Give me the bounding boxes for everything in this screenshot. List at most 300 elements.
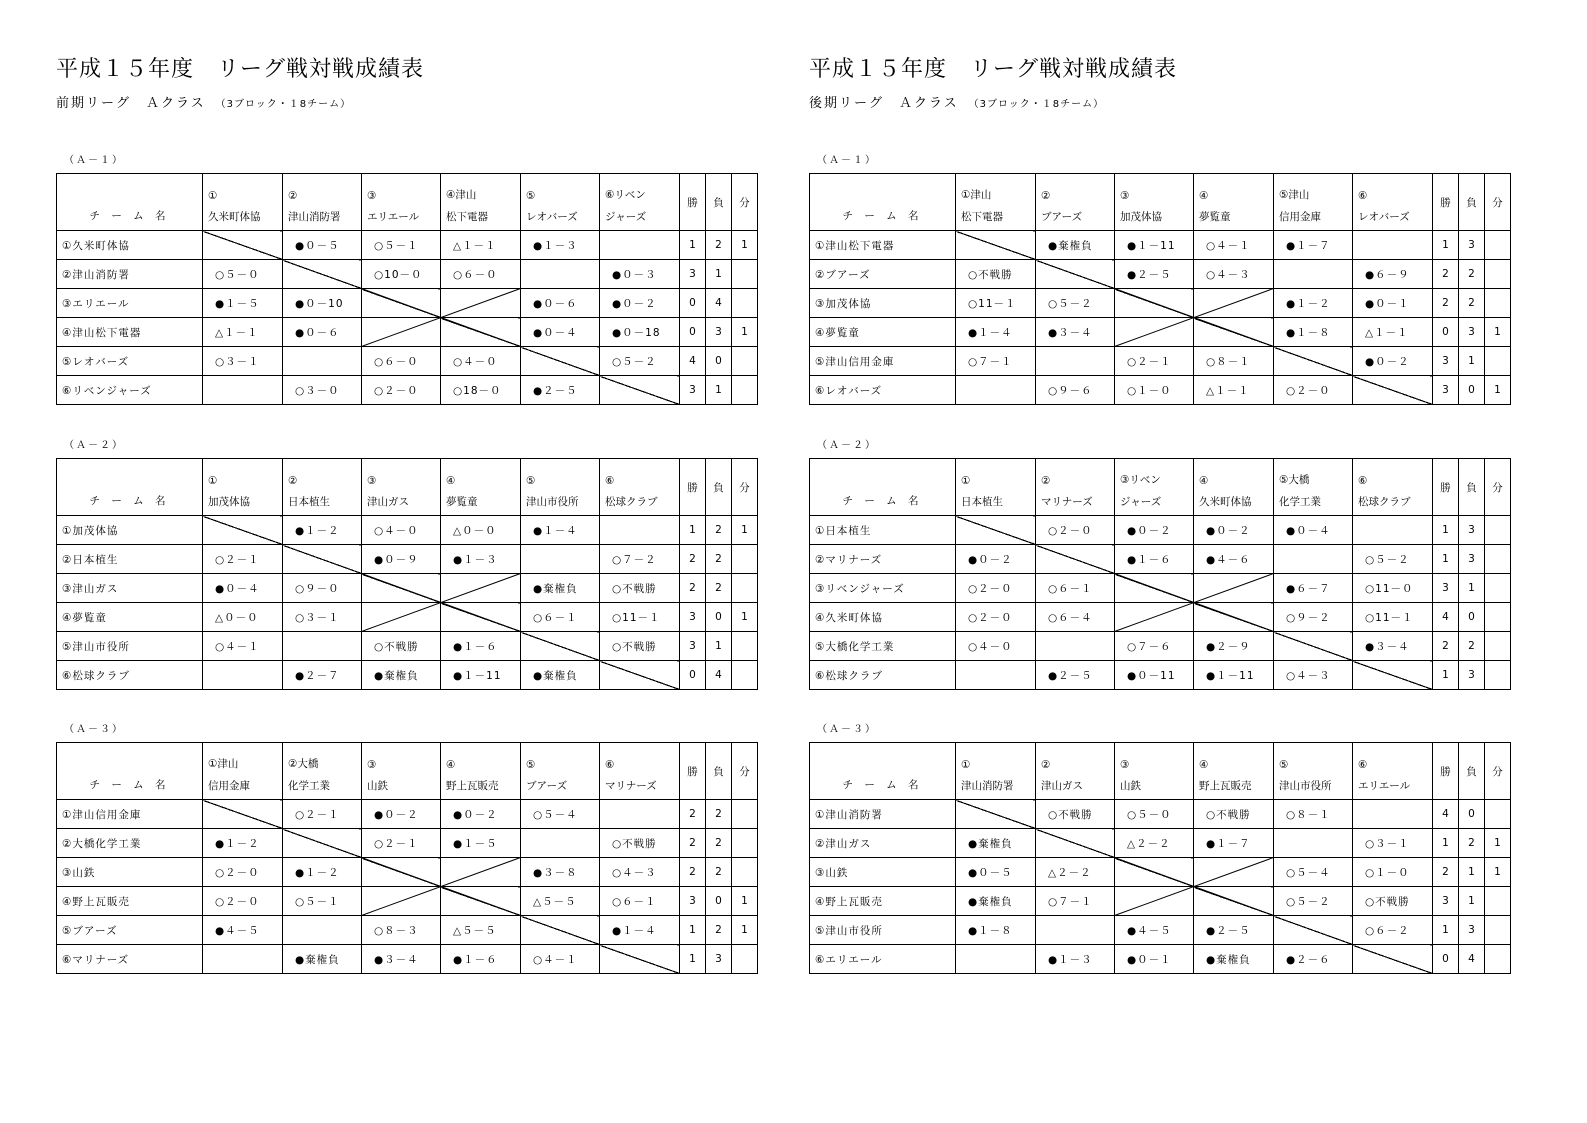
opponent-name: 津山市役所	[521, 487, 600, 516]
opponent-name: ブアーズ	[521, 771, 600, 800]
page-subtitle	[56, 92, 351, 111]
self-match-cell	[1036, 260, 1115, 289]
match-result: ○７－１	[1036, 887, 1115, 916]
losses-count: 1	[1459, 887, 1485, 916]
match-result	[600, 516, 680, 545]
match-result: ○２－１	[362, 829, 441, 858]
wins-count: 1	[680, 945, 706, 974]
losses-count: 2	[706, 231, 732, 260]
draws-header: 分	[732, 743, 758, 800]
draws-count	[732, 545, 758, 574]
wins-count: 1	[1433, 231, 1459, 260]
opponent-name: 加茂体協	[203, 487, 283, 516]
match-result: △０－０	[203, 603, 283, 632]
wins-count: 1	[1433, 829, 1459, 858]
opponent-name: 久米町体協	[203, 202, 283, 231]
losses-count: 2	[1459, 260, 1485, 289]
match-result: ○６－０	[441, 260, 521, 289]
team-name: ⑤津山市役所	[810, 916, 956, 945]
match-result: ○11－１	[600, 603, 680, 632]
wins-header: 勝	[680, 174, 706, 231]
match-result: ○３－１	[283, 603, 362, 632]
self-match-cell	[956, 516, 1036, 545]
wins-count: 1	[680, 516, 706, 545]
match-result: ○４－３	[1194, 260, 1274, 289]
wins-count: 3	[1433, 887, 1459, 916]
draws-count	[1485, 289, 1511, 318]
match-result: ○８－３	[362, 916, 441, 945]
self-match-cell	[441, 887, 521, 916]
match-result: ●３－４	[362, 945, 441, 974]
match-result	[203, 376, 283, 405]
match-result	[521, 260, 600, 289]
table-row	[810, 661, 1511, 690]
losses-header: 負	[706, 174, 732, 231]
draws-count	[1485, 545, 1511, 574]
match-result: ○18－０	[441, 376, 521, 405]
losses-count: 0	[1459, 376, 1485, 405]
match-result: ○不戦勝	[362, 632, 441, 661]
wins-count: 4	[1433, 603, 1459, 632]
league-block	[809, 440, 1511, 690]
losses-count: 2	[706, 800, 732, 829]
wins-header: 勝	[1433, 459, 1459, 516]
match-result: ●棄権負	[521, 574, 600, 603]
table-row	[810, 318, 1511, 347]
opponent-name: 日本植生	[956, 487, 1036, 516]
table-row	[57, 916, 758, 945]
self-match-cell	[203, 231, 283, 260]
match-result: ○７－１	[956, 347, 1036, 376]
opponent-number: ⑥	[1353, 459, 1433, 488]
opponent-name: エリエール	[362, 202, 441, 231]
draws-count	[732, 347, 758, 376]
opponent-name: 夢覧童	[1194, 202, 1274, 231]
match-result	[1194, 858, 1274, 887]
team-name: ⑤津山市役所	[57, 632, 203, 661]
opponent-name: レオバーズ	[521, 202, 600, 231]
league-block	[56, 155, 758, 405]
opponent-number: ②	[1036, 459, 1115, 488]
league-block	[809, 155, 1511, 405]
self-match-cell	[1353, 376, 1433, 405]
draws-count	[732, 632, 758, 661]
self-match-cell	[600, 945, 680, 974]
match-result: ●０－18	[600, 318, 680, 347]
opponent-number: ④	[441, 459, 521, 488]
opponent-number: ⑤津山	[1274, 174, 1353, 203]
draws-count: 1	[732, 916, 758, 945]
match-result: ○６－１	[1036, 574, 1115, 603]
table-row	[57, 858, 758, 887]
opponent-name: 松球クラブ	[1353, 487, 1433, 516]
match-result: ●１－３	[1036, 945, 1115, 974]
draws-count	[1485, 916, 1511, 945]
match-result: ●１－11	[441, 661, 521, 690]
opponent-number: ④	[441, 743, 521, 772]
draws-count	[732, 858, 758, 887]
team-name: ③エリエール	[57, 289, 203, 318]
wins-count: 3	[680, 603, 706, 632]
match-result: ●０－10	[283, 289, 362, 318]
match-result: ●０－11	[1115, 661, 1194, 690]
match-result: ●１－11	[1115, 231, 1194, 260]
draws-count	[732, 289, 758, 318]
match-result	[441, 858, 521, 887]
match-result: ○８－１	[1194, 347, 1274, 376]
losses-header: 負	[706, 459, 732, 516]
opponent-number: ①津山	[203, 743, 283, 772]
match-result	[956, 945, 1036, 974]
match-result: ○不戦勝	[1194, 800, 1274, 829]
opponent-number: ⑥	[1353, 743, 1433, 772]
opponent-name: 日本植生	[283, 487, 362, 516]
match-result: ●４－５	[203, 916, 283, 945]
match-result: ●棄権負	[1036, 231, 1115, 260]
match-result: ○４－０	[956, 632, 1036, 661]
draws-count	[1485, 661, 1511, 690]
opponent-number: ②	[1036, 174, 1115, 203]
match-result: ○５－０	[203, 260, 283, 289]
opponent-number: ①	[956, 743, 1036, 772]
match-result: ○不戦勝	[956, 260, 1036, 289]
match-result	[1194, 289, 1274, 318]
losses-count: 1	[706, 632, 732, 661]
losses-count: 1	[1459, 347, 1485, 376]
results-table	[56, 742, 758, 974]
losses-header: 負	[706, 743, 732, 800]
table-row	[810, 231, 1511, 260]
team-name: ⑤大橋化学工業	[810, 632, 956, 661]
opponent-number: ①津山	[956, 174, 1036, 203]
draws-header: 分	[1485, 459, 1511, 516]
wins-count: 3	[1433, 574, 1459, 603]
draws-count	[732, 945, 758, 974]
wins-count: 2	[1433, 858, 1459, 887]
match-result: ○５－４	[521, 800, 600, 829]
losses-count: 2	[1459, 632, 1485, 661]
wins-count: 1	[1433, 545, 1459, 574]
match-result	[1274, 829, 1353, 858]
table-row	[57, 887, 758, 916]
match-result: ○９－２	[1274, 603, 1353, 632]
wins-count: 2	[1433, 632, 1459, 661]
table-row	[57, 347, 758, 376]
match-result: ○10－０	[362, 260, 441, 289]
league-block	[809, 724, 1511, 974]
losses-count: 2	[706, 858, 732, 887]
team-name: ④夢覧童	[810, 318, 956, 347]
team-name: ②大橋化学工業	[57, 829, 203, 858]
wins-count: 3	[1433, 347, 1459, 376]
table-row	[810, 945, 1511, 974]
table-row	[57, 661, 758, 690]
draws-count: 1	[1485, 829, 1511, 858]
wins-header: 勝	[1433, 174, 1459, 231]
match-result: ●０－６	[521, 289, 600, 318]
losses-count: 4	[706, 661, 732, 690]
match-result: ○２－１	[1115, 347, 1194, 376]
opponent-number: ①	[203, 174, 283, 203]
match-result: ●２－５	[1194, 916, 1274, 945]
match-result: △５－５	[521, 887, 600, 916]
team-name: ②日本植生	[57, 545, 203, 574]
match-result	[441, 574, 521, 603]
team-name: ⑥松球クラブ	[57, 661, 203, 690]
match-result: ○２－０	[956, 574, 1036, 603]
losses-count: 0	[706, 347, 732, 376]
match-result: △５－５	[441, 916, 521, 945]
header-row	[810, 459, 1511, 488]
match-result: ○２－１	[283, 800, 362, 829]
match-result: ○６－１	[600, 887, 680, 916]
match-result	[1353, 516, 1433, 545]
match-result: ○５－４	[1274, 858, 1353, 887]
wins-count: 0	[1433, 318, 1459, 347]
opponent-number: ③	[362, 174, 441, 203]
team-name: ①加茂体協	[57, 516, 203, 545]
losses-count: 2	[1459, 829, 1485, 858]
losses-header: 負	[1459, 459, 1485, 516]
table-row	[57, 516, 758, 545]
self-match-cell	[600, 661, 680, 690]
match-result: ●１－４	[956, 318, 1036, 347]
match-result	[956, 661, 1036, 690]
match-result	[441, 289, 521, 318]
match-result: ●０－２	[362, 800, 441, 829]
header-row	[57, 459, 758, 488]
match-result: ●１－６	[1115, 545, 1194, 574]
match-result	[1115, 603, 1194, 632]
match-result: ○９－６	[1036, 376, 1115, 405]
match-result	[1353, 800, 1433, 829]
self-match-cell	[956, 231, 1036, 260]
match-result: ○11－０	[1353, 574, 1433, 603]
team-name: ③山鉄	[57, 858, 203, 887]
table-row	[810, 260, 1511, 289]
opponent-number: ②	[283, 174, 362, 203]
opponent-name: ジャーズ	[600, 202, 680, 231]
match-result: ●棄権負	[1194, 945, 1274, 974]
match-result: ●１－２	[203, 829, 283, 858]
wins-count: 2	[680, 574, 706, 603]
table-row	[810, 887, 1511, 916]
opponent-name: 津山消防署	[283, 202, 362, 231]
match-result: ●１－６	[441, 945, 521, 974]
draws-count: 1	[1485, 376, 1511, 405]
match-result: ●１－11	[1194, 661, 1274, 690]
self-match-cell	[1194, 318, 1274, 347]
losses-count: 0	[706, 887, 732, 916]
draws-header: 分	[1485, 174, 1511, 231]
losses-count: 2	[1459, 289, 1485, 318]
opponent-number: ③	[1115, 743, 1194, 772]
draws-count	[1485, 632, 1511, 661]
match-result: ●棄権負	[362, 661, 441, 690]
match-result: ●４－６	[1194, 545, 1274, 574]
self-match-cell	[1115, 858, 1194, 887]
match-result: ●１－２	[283, 858, 362, 887]
self-match-cell	[521, 916, 600, 945]
match-result: ●０－９	[362, 545, 441, 574]
results-table	[809, 173, 1511, 405]
match-result: ○５－２	[1274, 887, 1353, 916]
opponent-name: 野上瓦販売	[441, 771, 521, 800]
subtitle-text: 後期リーグ Ａクラス	[809, 96, 959, 111]
draws-count	[1485, 603, 1511, 632]
match-result	[362, 603, 441, 632]
match-result	[1115, 318, 1194, 347]
opponent-name: 松球クラブ	[600, 487, 680, 516]
opponent-name: レオバーズ	[1353, 202, 1433, 231]
header-row	[810, 174, 1511, 203]
team-name: ③津山ガス	[57, 574, 203, 603]
draws-count: 1	[732, 887, 758, 916]
team-name: ①津山消防署	[810, 800, 956, 829]
match-result: ○11－１	[1353, 603, 1433, 632]
subtitle-note: （3ブロック・１8チーム）	[215, 99, 352, 110]
opponent-number: ④津山	[441, 174, 521, 203]
team-name: ④久米町体協	[810, 603, 956, 632]
match-result	[1036, 632, 1115, 661]
match-result: ○不戦勝	[600, 574, 680, 603]
self-match-cell	[1194, 887, 1274, 916]
losses-count: 2	[706, 516, 732, 545]
match-result: ○１－０	[1353, 858, 1433, 887]
self-match-cell	[203, 800, 283, 829]
team-name: ③加茂体協	[810, 289, 956, 318]
match-result	[956, 376, 1036, 405]
team-name-header: チ ー ム 名	[810, 743, 956, 800]
wins-count: 2	[680, 829, 706, 858]
match-result: ●１－６	[441, 632, 521, 661]
self-match-cell	[1036, 829, 1115, 858]
team-name: ⑤レオバーズ	[57, 347, 203, 376]
match-result: ●０－５	[956, 858, 1036, 887]
self-match-cell	[283, 545, 362, 574]
match-result: ●２－９	[1194, 632, 1274, 661]
header-row	[57, 743, 758, 772]
opponent-name: 山鉄	[362, 771, 441, 800]
losses-count: 2	[706, 916, 732, 945]
losses-header: 負	[1459, 743, 1485, 800]
losses-count: 1	[706, 260, 732, 289]
team-name: ①久米町体協	[57, 231, 203, 260]
match-result: △２－２	[1115, 829, 1194, 858]
self-match-cell	[521, 632, 600, 661]
team-name-header: チ ー ム 名	[57, 743, 203, 800]
losses-count: 2	[706, 574, 732, 603]
match-result: ○４－１	[1194, 231, 1274, 260]
match-result: ●１－２	[1274, 289, 1353, 318]
opponent-number: ⑤大橋	[1274, 459, 1353, 488]
match-result: ●棄権負	[956, 887, 1036, 916]
match-result: ●０－２	[1194, 516, 1274, 545]
team-name-header: チ ー ム 名	[810, 174, 956, 231]
losses-count: 0	[1459, 603, 1485, 632]
league-block	[56, 440, 758, 690]
match-result: ●３－８	[521, 858, 600, 887]
opponent-number: ②	[283, 459, 362, 488]
match-result: ●１－４	[521, 516, 600, 545]
table-row	[810, 289, 1511, 318]
team-name: ④野上瓦販売	[810, 887, 956, 916]
match-result: △１－１	[1353, 318, 1433, 347]
self-match-cell	[1274, 916, 1353, 945]
opponent-name: 信用金庫	[1274, 202, 1353, 231]
opponent-number: ⑥	[1353, 174, 1433, 203]
self-match-cell	[283, 829, 362, 858]
draws-count	[1485, 347, 1511, 376]
opponent-number: ④	[1194, 174, 1274, 203]
match-result: ●１－２	[283, 516, 362, 545]
table-row	[57, 318, 758, 347]
match-result: ●６－７	[1274, 574, 1353, 603]
match-result: ○４－１	[203, 632, 283, 661]
wins-count: 2	[1433, 289, 1459, 318]
results-table	[809, 742, 1511, 974]
match-result: ●４－５	[1115, 916, 1194, 945]
team-name: ⑥レオバーズ	[810, 376, 956, 405]
self-match-cell	[441, 603, 521, 632]
opponent-number: ⑤	[521, 459, 600, 488]
opponent-name: 野上瓦販売	[1194, 771, 1274, 800]
team-name: ①日本植生	[810, 516, 956, 545]
self-match-cell	[362, 574, 441, 603]
table-row	[57, 545, 758, 574]
match-result: ●１－７	[1194, 829, 1274, 858]
losses-count: 3	[1459, 318, 1485, 347]
match-result: ○５－２	[1036, 289, 1115, 318]
match-result: ●０－３	[600, 260, 680, 289]
losses-count: 1	[706, 376, 732, 405]
block-label: （Ａ－１）	[64, 155, 124, 166]
match-result: ●０－５	[283, 231, 362, 260]
match-result: ○５－０	[1115, 800, 1194, 829]
self-match-cell	[521, 347, 600, 376]
losses-count: 1	[1459, 858, 1485, 887]
team-name: ③山鉄	[810, 858, 956, 887]
team-name: ④津山松下電器	[57, 318, 203, 347]
opponent-name: 化学工業	[283, 771, 362, 800]
match-result: ●３－４	[1353, 632, 1433, 661]
match-result	[1274, 545, 1353, 574]
match-result	[203, 945, 283, 974]
team-name: ①津山信用金庫	[57, 800, 203, 829]
match-result: ●６－９	[1353, 260, 1433, 289]
match-result: ○５－２	[1353, 545, 1433, 574]
match-result: ●０－２	[1353, 347, 1433, 376]
match-result: ○６－４	[1036, 603, 1115, 632]
results-table	[56, 173, 758, 405]
page-title: 平成１５年度 リーグ戦対戦成績表	[809, 57, 1178, 82]
match-result	[600, 800, 680, 829]
opponent-number: ④	[1194, 459, 1274, 488]
wins-count: 1	[680, 916, 706, 945]
match-result: ●棄権負	[521, 661, 600, 690]
match-result	[1115, 887, 1194, 916]
losses-count: 4	[706, 289, 732, 318]
table-row	[57, 800, 758, 829]
losses-count: 3	[706, 318, 732, 347]
match-result: ●０－６	[283, 318, 362, 347]
match-result	[521, 829, 600, 858]
wins-header: 勝	[680, 743, 706, 800]
match-result	[1353, 231, 1433, 260]
draws-count: 1	[732, 318, 758, 347]
match-result: ○３－０	[283, 376, 362, 405]
match-result: ○２－０	[1274, 376, 1353, 405]
